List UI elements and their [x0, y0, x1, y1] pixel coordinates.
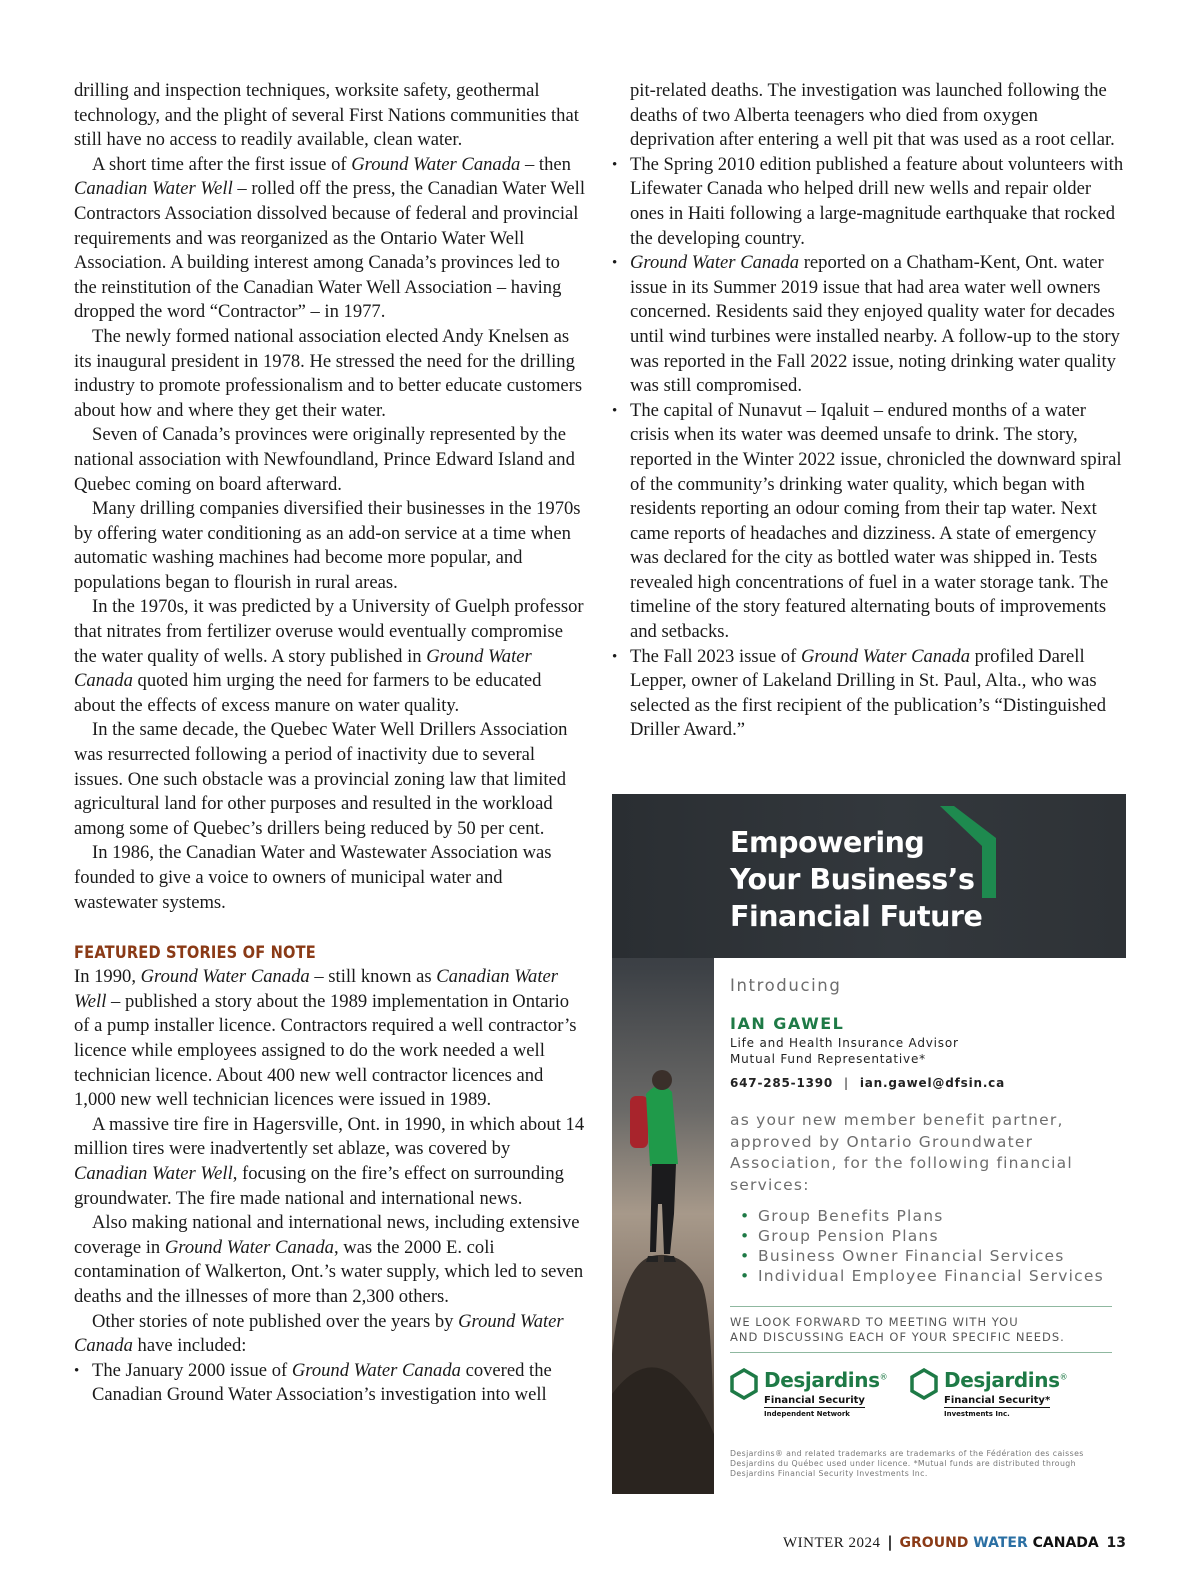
service-item: • Individual Employee Financial Services [738, 1266, 1104, 1286]
list-item: • Ground Water Canada reported on a Chatham-Kent, Ont. water issue in its Summer 2019 issue that had area water well owners concerned. Residents said they enjoyed quality water for decades until wind turbines were installed nearby. A follow-up to the story was reported in the Fall 2022 issue, noting drinking water quality was still compromised. [612, 251, 1126, 399]
publication-title: Ground Water Canada [164, 1236, 334, 1258]
publication-title: Canadian Water Well [74, 178, 233, 200]
list-item: • The Spring 2010 edition published a feature about volunteers with Lifewater Canada who helped drill new wells and repair older ones in Haiti following a large-magnitude earthquake that rocked the developing country. [612, 153, 1126, 251]
list-item-continued: pit-related deaths. The investigation was launched following the deaths of two Alberta teenagers who died from oxygen deprivation after entering a well pit that was used as a root cellar. [630, 80, 1115, 151]
service-item: • Business Owner Financial Services [738, 1246, 1104, 1266]
ad-legal-text: Desjardins® and related trademarks are trademarks of the Fédération des caisses Desjardins du Québec used under licence. *Mutual funds are distributed through Desjardins Financial Security Investments Inc. [730, 1449, 1084, 1478]
section-heading: FEATURED STORIES OF NOTE [74, 943, 316, 964]
desjardins-logo-independent-network: Desjardins® Financial Security Independent Network [730, 1368, 920, 1428]
article-left-column [74, 79, 586, 1408]
publication-title: Ground Water Canada [351, 153, 521, 175]
ad-header-banner [612, 794, 1126, 958]
paragraph: In 1986, the Canadian Water and Wastewater Association was founded to give a voice to owners of municipal water and wastewater systems. [74, 842, 552, 913]
ad-body-text: as your new member benefit partner, approved by Ontario Groundwater Association, for the following financial services: [730, 1111, 1073, 1194]
publication-title: Ground Water Canada [140, 966, 310, 988]
paragraph: drilling and inspection techniques, worksite safety, geothermal technology, and the plight of several First Nations communities that still have no access to readily available, clean water. [74, 80, 579, 151]
paragraph: A short time after the first issue of Ground Water Canada – then Canadian Water Well – rolled off the press, the Canadian Water Well Contractors Association dissolved because of federal and provincial requirements and was reorganized as the Ontario Water Well Association. A building interest among Canada’s provinces led to the reinstitution of the Canadian Water Well Association – having dropped the word “Contractor” – in 1977. [74, 153, 586, 323]
ad-content-panel [714, 958, 1126, 1494]
article-right-column [612, 79, 1126, 743]
desjardins-logo-investments: Desjardins® Financial Security* Investments Inc. [910, 1368, 1100, 1428]
magazine-brand: GROUND WATER CANADA [899, 1535, 1099, 1551]
paragraph: A massive tire fire in Hagersville, Ont. in 1990, in which about 14 million tires were inadvertently set ablaze, was covered by Canadian Water Well, focusing on the fire’s effect on surrounding groundwater. The fire made national and international news. [74, 1113, 585, 1209]
ad-closing-text: WE LOOK FORWARD TO MEETING WITH YOU AND DISCUSSING EACH OF YOUR SPECIFIC NEEDS. [730, 1315, 1065, 1344]
service-item: • Group Benefits Plans [738, 1206, 1104, 1226]
paragraph: The newly formed national association elected Andy Knelsen as its inaugural president in 1978. He stressed the need for the drilling industry to promote professionalism and to better educate customers about how and where they get their water. [74, 325, 583, 421]
chevron-icon [940, 806, 996, 898]
service-item: • Group Pension Plans [738, 1226, 1104, 1246]
advertisement [612, 794, 1126, 1494]
publication-title: Ground Water Canada [74, 1310, 564, 1357]
advisor-role: Life and Health Insurance Advisor Mutual Fund Representative* [730, 1036, 959, 1066]
divider [730, 1352, 1112, 1353]
hexagon-logo-icon [730, 1368, 758, 1400]
services-list [738, 1206, 1104, 1286]
advisor-name: IAN GAWEL [730, 1014, 845, 1033]
page-number: 13 [1106, 1535, 1126, 1551]
paragraph: Seven of Canada’s provinces were originally represented by the national association with Newfoundland, Prince Edward Island and Quebec coming on board afterward. [74, 424, 575, 495]
advisor-contact: 647-285-1390 | ian.gawel@dfsin.ca [730, 1076, 1005, 1090]
paragraph: Many drilling companies diversified their businesses in the 1970s by offering water conditioning as an add-on service at a time when automatic washing machines had become more popular, and populations began to flourish in rural areas. [74, 498, 581, 593]
publication-title: Ground Water Canada [800, 645, 971, 667]
paragraph: In the 1970s, it was predicted by a University of Guelph professor that nitrates from fertilizer overuse would eventually compromise the water quality of wells. A story published in Ground Water Canada quoted him urging the need for farmers to be educated about the effects of excess manure on water quality. [74, 596, 584, 716]
list-item: • The January 2000 issue of Ground Water Canada covered the Canadian Ground Water Association’s investigation into well [74, 1359, 586, 1408]
paragraph: In 1990, Ground Water Canada – still known as Canadian Water Well – published a story about the 1989 implementation in Ontario of a pump installer licence. Contractors required a well contractor’s licence while employees assigned to do the work needed a well technician licence. About 400 new well contractor licences and 1,000 new well technician licences were issued in 1989. [74, 966, 577, 1111]
footer-separator: | [887, 1533, 893, 1551]
paragraph: Other stories of note published over the years by Ground Water Canada have included: [74, 1310, 564, 1357]
stories-list [74, 1359, 586, 1408]
publication-title: Canadian Water Well [74, 1162, 233, 1184]
issue-season: WINTER 2024 [782, 1535, 881, 1551]
publication-title: Ground Water Canada [630, 252, 800, 274]
paragraph: In the same decade, the Quebec Water Well Drillers Association was resurrected following a period of inactivity due to several issues. One such obstacle was a provincial zoning law that limited agricultural land for other purposes and resulted in the workload among some of Quebec’s drillers being reduced by 50 per cent. [74, 719, 568, 839]
publication-title: Ground Water Canada [74, 645, 532, 692]
advisor-email[interactable]: ian.gawel@dfsin.ca [859, 1076, 1005, 1090]
publication-title: Ground Water Canada [291, 1359, 461, 1381]
list-item: • The capital of Nunavut – Iqaluit – endured months of a water crisis when its water was deemed unsafe to drink. The story, reported in the Winter 2022 issue, chronicled the downward spiral of the community’s drinking water quality, which began with residents reporting an odour coming from their tap water. Next came reports of headaches and dizziness. A state of emergency was declared for the city as bottled water was shipped in. Tests revealed high concentrations of fuel in a water storage tank. The timeline of the story featured alternating bouts of improvements and setbacks. [612, 399, 1126, 645]
ad-headline: Empowering Your Business’s Financial Future [730, 826, 983, 933]
page-footer [783, 1533, 1126, 1552]
divider [730, 1306, 1112, 1307]
list-item: • The Fall 2023 issue of Ground Water Canada profiled Darell Lepper, owner of Lakeland Drilling in St. Paul, Alta., who was selected as the first recipient of the publication’s “Distinguished Driller Award.” [612, 645, 1126, 743]
stories-list-continued [612, 79, 1126, 743]
hexagon-logo-icon [910, 1368, 938, 1400]
paragraph: Also making national and international news, including extensive coverage in Ground Water Canada, was the 2000 E. coli contamination of Walkerton, Ont.’s water supply, which led to seven deaths and the illnesses of more than 2,300 others. [74, 1212, 584, 1307]
advisor-phone[interactable]: 647-285-1390 [730, 1076, 834, 1090]
publication-title: Canadian Water Well [74, 966, 558, 1012]
ad-intro: Introducing [730, 976, 842, 995]
